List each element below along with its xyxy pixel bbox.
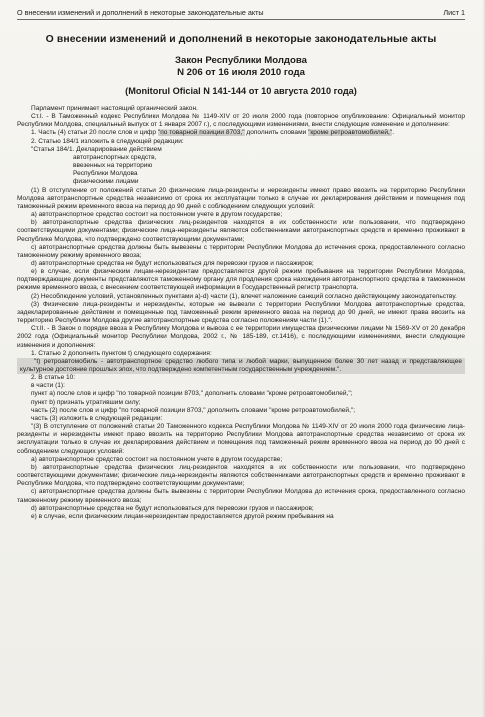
paragraph: Ст.II. - В Закон о порядке ввоза в Республику Молдова и вывоза с ее территории имущества физическими лицами № 1569-XV от 20 декабря 2002 года (Официальный монитор Республики Молдова, 2002 г., № 185-189, ст.1416), с последующими изменениями, внести следующие изменения и дополнения: [17,325,465,349]
list-item: b) автотранспортные средства физических лиц-резидентов находятся в их собственности или пользовании, что подтверждено соответствующими документами; физические лица-нерезиденты являются собственниками автотранспортных средств и временно проживают в Республике Молдова, что подтверждено соответствующими документами; [17,219,465,243]
list-item: a) автотранспортное средство состоит на постоянном учете в другом государстве; [31,211,283,219]
list-item: c) автотранспортные средства должны быть вывезены с территории Республики Молдова до истечения срока, предоставленного согласно таможенному режиму временного ввоза; [17,243,465,259]
text-span: дополнить словами [246,129,307,137]
paragraph: Ст.I. - В Таможенный кодекс Республики Молдова № 1149-XIV от 20 июля 2000 года (повторное опубликование: Официальный монитор Республики Молдова, специальный выпуск от 1 января 2007 г.), с последующими изменениями, внести следующие изменение и дополнение: [17,113,465,129]
document-title: О внесении изменений и дополнений в некоторые законодательные акты [45,34,437,45]
law-title [17,55,465,78]
paragraph: 2. Статью 184/1 изложить в следующей редакции: [31,137,184,145]
list-item: a) автотранспортное средство состоит на постоянном учете в другом государстве; [31,455,283,463]
paragraph: (2) Несоблюдение условий, установленных пунктами a)-d) части (1), влечет наложение санкций согласно действующему законодательству. [31,292,457,300]
paragraph: Парламент принимает настоящий органический закон. [31,105,198,112]
article-heading-line: Республики Молдова [73,170,138,178]
page-number: Лист 1 [443,8,465,17]
list-item: d) автотранспортные средства не будут использоваться для перевозки грузов и пассажиров; [31,504,314,512]
law-body [17,105,465,521]
article-heading-line: автотранспортных средств, [73,153,157,161]
list-item: пункт b) признать утратившим силу; [31,398,141,406]
highlighted-paragraph: "t) ретроавтомобиль - автотранспортное средство любого типа и любой марки, выпущенное более 30 лет назад и представляющее культурное достояние прошлых эпох, что подтверждено компетентным государственным учреждением.". [17,358,465,374]
article-heading-line: физическими лицами [73,178,139,186]
paragraph: (3) Физические лица-резиденты и нерезиденты, которые не вывезли с территории Республики Молдова автотранспортные средства, задекларированные действием и помещенные под таможенный режим временного ввоза на период до 90 дней, не имеют права ввозить на территорию Республики Молдова другие автотранспортные средства согласно положениям части (1).". [17,300,465,325]
paragraph: в части (1): [31,382,65,390]
paragraph: "(3) В отступление от положений статьи 20 Таможенного кодекса Республики Молдова № 1149-XIV от 20 июля 2000 года физические лица-резиденты и нерезиденты имеют право ввозить на территорию Республики Молдова автотранспортные средства независимо от срока их эксплуатации только в случае их декларирования действием и помещения под таможенный режим временного ввоза на период до 90 дней с соблюдением следующих условий: [17,423,465,455]
paragraph: часть (3) изложить в следующей редакции: [31,414,163,422]
paragraph: 2. В статье 10: [31,374,76,382]
list-item: e) в случае, если физическим лицам-нерезидентам предоставляется другой режим пребывания на территории Республики Молдова, подтверждающие документы представляются таможенному органу для продления срока нахождения автотранспортного средства в таможенном режиме временного ввоза, с внесением соответствующей информации в Государственный регистр транспорта. [17,268,465,292]
running-header [17,0,465,20]
list-item: d) автотранспортные средства не будут использоваться для перевозки грузов и пассажиров; [31,259,314,267]
paragraph: (1) В отступление от положений статьи 20 физические лица-резиденты и нерезиденты имеют право ввозить на территорию Республики Молдова автотранспортные средства независимо от срока их эксплуатации только в случае их декларирования действием и помещения под таможенный режим временного ввоза на период до 90 дней с соблюдением следующих условий: [17,186,465,210]
highlighted-text: "по товарной позиции 8703," [157,129,245,137]
list-item: b) автотранспортные средства физических лиц-резидентов находятся в их собственности или пользовании, что подтверждено соответствующими документами; физические лица-нерезиденты являются собственниками автотранспортных средств и временно проживают в Республике Молдова, что подтверждено соответствующими документами; [17,463,465,488]
paragraph: часть (2) после слов и цифр "по товарной позиции 8703," дополнить словами "кроме ретроавтомобилей,"; [31,406,356,414]
law-title-line-2: N 206 от 16 июля 2010 года [177,66,305,78]
list-item: пункт a) после слов и цифр "по товарной позиции 8703," дополнить словами "кроме ретроавтомобилей,"; [31,390,353,398]
highlighted-text: "кроме ретроавтомобилей," [308,129,393,137]
publication-reference: (Monitorul Oficial N 141-144 от 10 августа 2010 года) [125,86,357,96]
text-span: . [392,129,395,137]
paragraph [17,129,465,137]
list-item: c) автотранспортные средства должны быть вывезены с территории Республики Молдова до истечения срока, предоставленного согласно таможенному режиму временного ввоза; [17,488,465,504]
article-heading: "Статья 184/1. Декларирование действием [31,145,162,153]
paragraph: 1. Статью 2 дополнить пунктом t) следующего содержания: [31,349,212,357]
text-span: 1. Часть (4) статьи 20 после слов и цифр [31,129,157,137]
list-item: e) в случае, если физическим лицам-нерезидентам предоставляется другой режим пребывания на [31,512,334,520]
article-heading-line: ввезенных на территорию [73,162,153,170]
header-title: О внесении изменений и дополнений в некоторые законодательные акты [17,8,264,17]
law-title-line-1: Закон Республики Молдова [175,55,307,66]
